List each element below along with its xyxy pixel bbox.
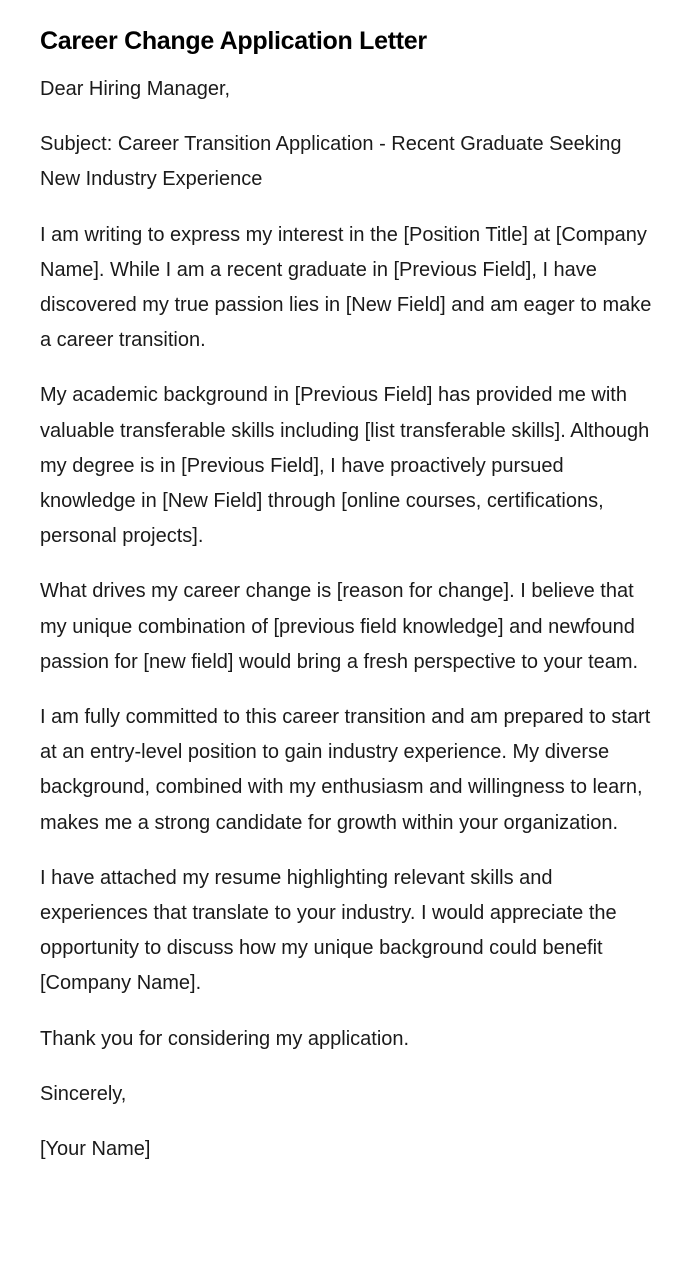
salutation: Dear Hiring Manager, <box>40 78 231 100</box>
letter-title: Career Change Application Letter <box>40 27 427 55</box>
body-paragraph-resume: I have attached my resume highlighting relevant skills and experiences that translate to your industry. I would appreciate the opportunity to discuss how my unique background could benefit [Company Name]. <box>40 866 617 995</box>
body-paragraph-intro: I am writing to express my interest in the [Position Title] at [Company Name]. While I am a recent graduate in [Previous Field], I have discovered my true passion lies in [New Field] and am eager to make a career transition. <box>40 223 652 352</box>
closing: Sincerely, <box>40 1082 127 1105</box>
body-paragraph-background: My academic background in [Previous Field] has provided me with valuable transferable skills including [list transferable skills]. Although my degree is in [Previous Field], I have proactively pursued knowledge in [New Field] through [online courses, certifications, personal projects]. <box>40 384 650 548</box>
body-paragraph-commitment: I am fully committed to this career transition and am prepared to start at an entry-level position to gain industry experience. My diverse background, combined with my enthusiasm and willingness to learn, makes me a strong candidate for growth within your organization. <box>40 706 651 834</box>
body-paragraph-thanks: Thank you for considering my application. <box>40 1027 410 1050</box>
subject-line: Subject: Career Transition Application - Recent Graduate Seeking New Industry Experience <box>40 133 622 191</box>
body-paragraph-motivation: What drives my career change is [reason for change]. I believe that my unique combination of [previous field knowledge] and newfound passion for [new field] would bring a fresh perspective to your team. <box>40 580 639 673</box>
signature: [Your Name] <box>40 1138 151 1161</box>
